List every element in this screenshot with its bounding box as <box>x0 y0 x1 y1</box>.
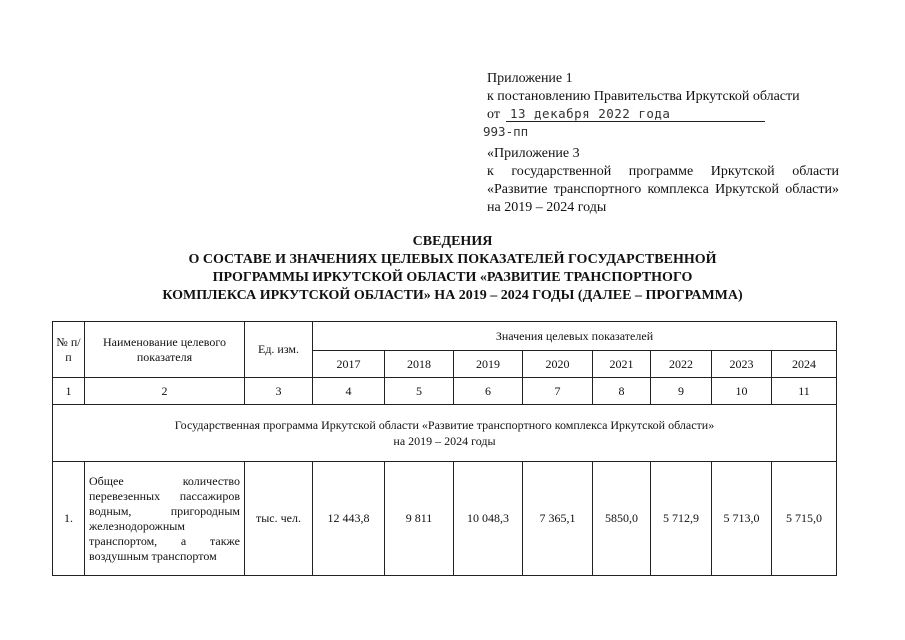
value-2020: 7 365,1 <box>523 462 593 576</box>
indicators-table <box>52 321 837 576</box>
value-2017: 12 443,8 <box>313 462 385 576</box>
column-number: 11 <box>772 378 837 405</box>
column-number: 3 <box>245 378 313 405</box>
appendix-label: Приложение 1 <box>487 71 573 86</box>
year-header: 2021 <box>593 351 651 378</box>
value-2019: 10 048,3 <box>454 462 523 576</box>
column-number: 5 <box>385 378 454 405</box>
column-number: 1 <box>53 378 85 405</box>
document-number: 993-пп <box>483 124 529 139</box>
date-stamp: 13 декабря 2022 года <box>506 106 765 122</box>
column-number: 8 <box>593 378 651 405</box>
value-2018: 9 811 <box>385 462 454 576</box>
value-2024: 5 715,0 <box>772 462 837 576</box>
resolution-reference: к постановлению Правительства Иркутской области <box>487 89 800 104</box>
year-header: 2019 <box>454 351 523 378</box>
column-number: 4 <box>313 378 385 405</box>
header-values-group: Значения целевых показателей <box>313 322 837 351</box>
title-line-2: О СОСТАВЕ И ЗНАЧЕНИЯХ ЦЕЛЕВЫХ ПОКАЗАТЕЛЕЙ ГОСУДАРСТВЕННОЙ <box>188 252 717 267</box>
header-unit: Ед. изм. <box>245 322 313 378</box>
program-title-line-1: Государственная программа Иркутской области «Развитие транспортного комплекса Иркутской области» <box>174 418 715 432</box>
column-number: 7 <box>523 378 593 405</box>
year-header: 2022 <box>651 351 712 378</box>
value-2022: 5 712,9 <box>651 462 712 576</box>
year-header: 2017 <box>313 351 385 378</box>
program-row <box>53 405 837 462</box>
title-line-3: ПРОГРАММЫ ИРКУТСКОЙ ОБЛАСТИ «РАЗВИТИЕ ТРАНСПОРТНОГО <box>212 270 693 285</box>
year-header: 2020 <box>523 351 593 378</box>
column-number-row <box>53 378 837 405</box>
column-number: 9 <box>651 378 712 405</box>
row-number: 1. <box>53 462 85 576</box>
indicator-name: Общее количество перевезенных пассажиров водным, пригородным железнодорожным транспортом, а также воздушным транспортом <box>85 462 245 576</box>
appendix-3-label: «Приложение 3 <box>487 146 580 161</box>
approval-block <box>483 70 839 217</box>
program-title-line-2: на 2019 – 2024 годы <box>393 434 496 448</box>
date-prefix: от <box>487 107 500 122</box>
year-header: 2018 <box>385 351 454 378</box>
value-2021: 5850,0 <box>593 462 651 576</box>
indicator-unit: тыс. чел. <box>245 462 313 576</box>
header-num: № п/п <box>53 322 85 378</box>
header-row-1 <box>53 322 837 351</box>
title-line-1: СВЕДЕНИЯ <box>412 234 493 249</box>
value-2023: 5 713,0 <box>712 462 772 576</box>
column-number: 2 <box>85 378 245 405</box>
column-number: 10 <box>712 378 772 405</box>
header-name: Наименование целевого показателя <box>85 322 245 378</box>
program-reference: к государственной программе Иркутской области «Развитие транспортного комплекса Иркутской области» на 2019 – 2024 годы <box>487 164 839 215</box>
program-title-cell <box>53 405 837 462</box>
year-header: 2024 <box>772 351 837 378</box>
column-number: 6 <box>454 378 523 405</box>
title-line-4: КОМПЛЕКСА ИРКУТСКОЙ ОБЛАСТИ» НА 2019 – 2024 ГОДЫ (ДАЛЕЕ – ПРОГРАММА) <box>162 288 743 303</box>
year-header: 2023 <box>712 351 772 378</box>
date-row <box>487 106 839 124</box>
table-row <box>53 462 837 576</box>
document-title <box>0 233 905 305</box>
